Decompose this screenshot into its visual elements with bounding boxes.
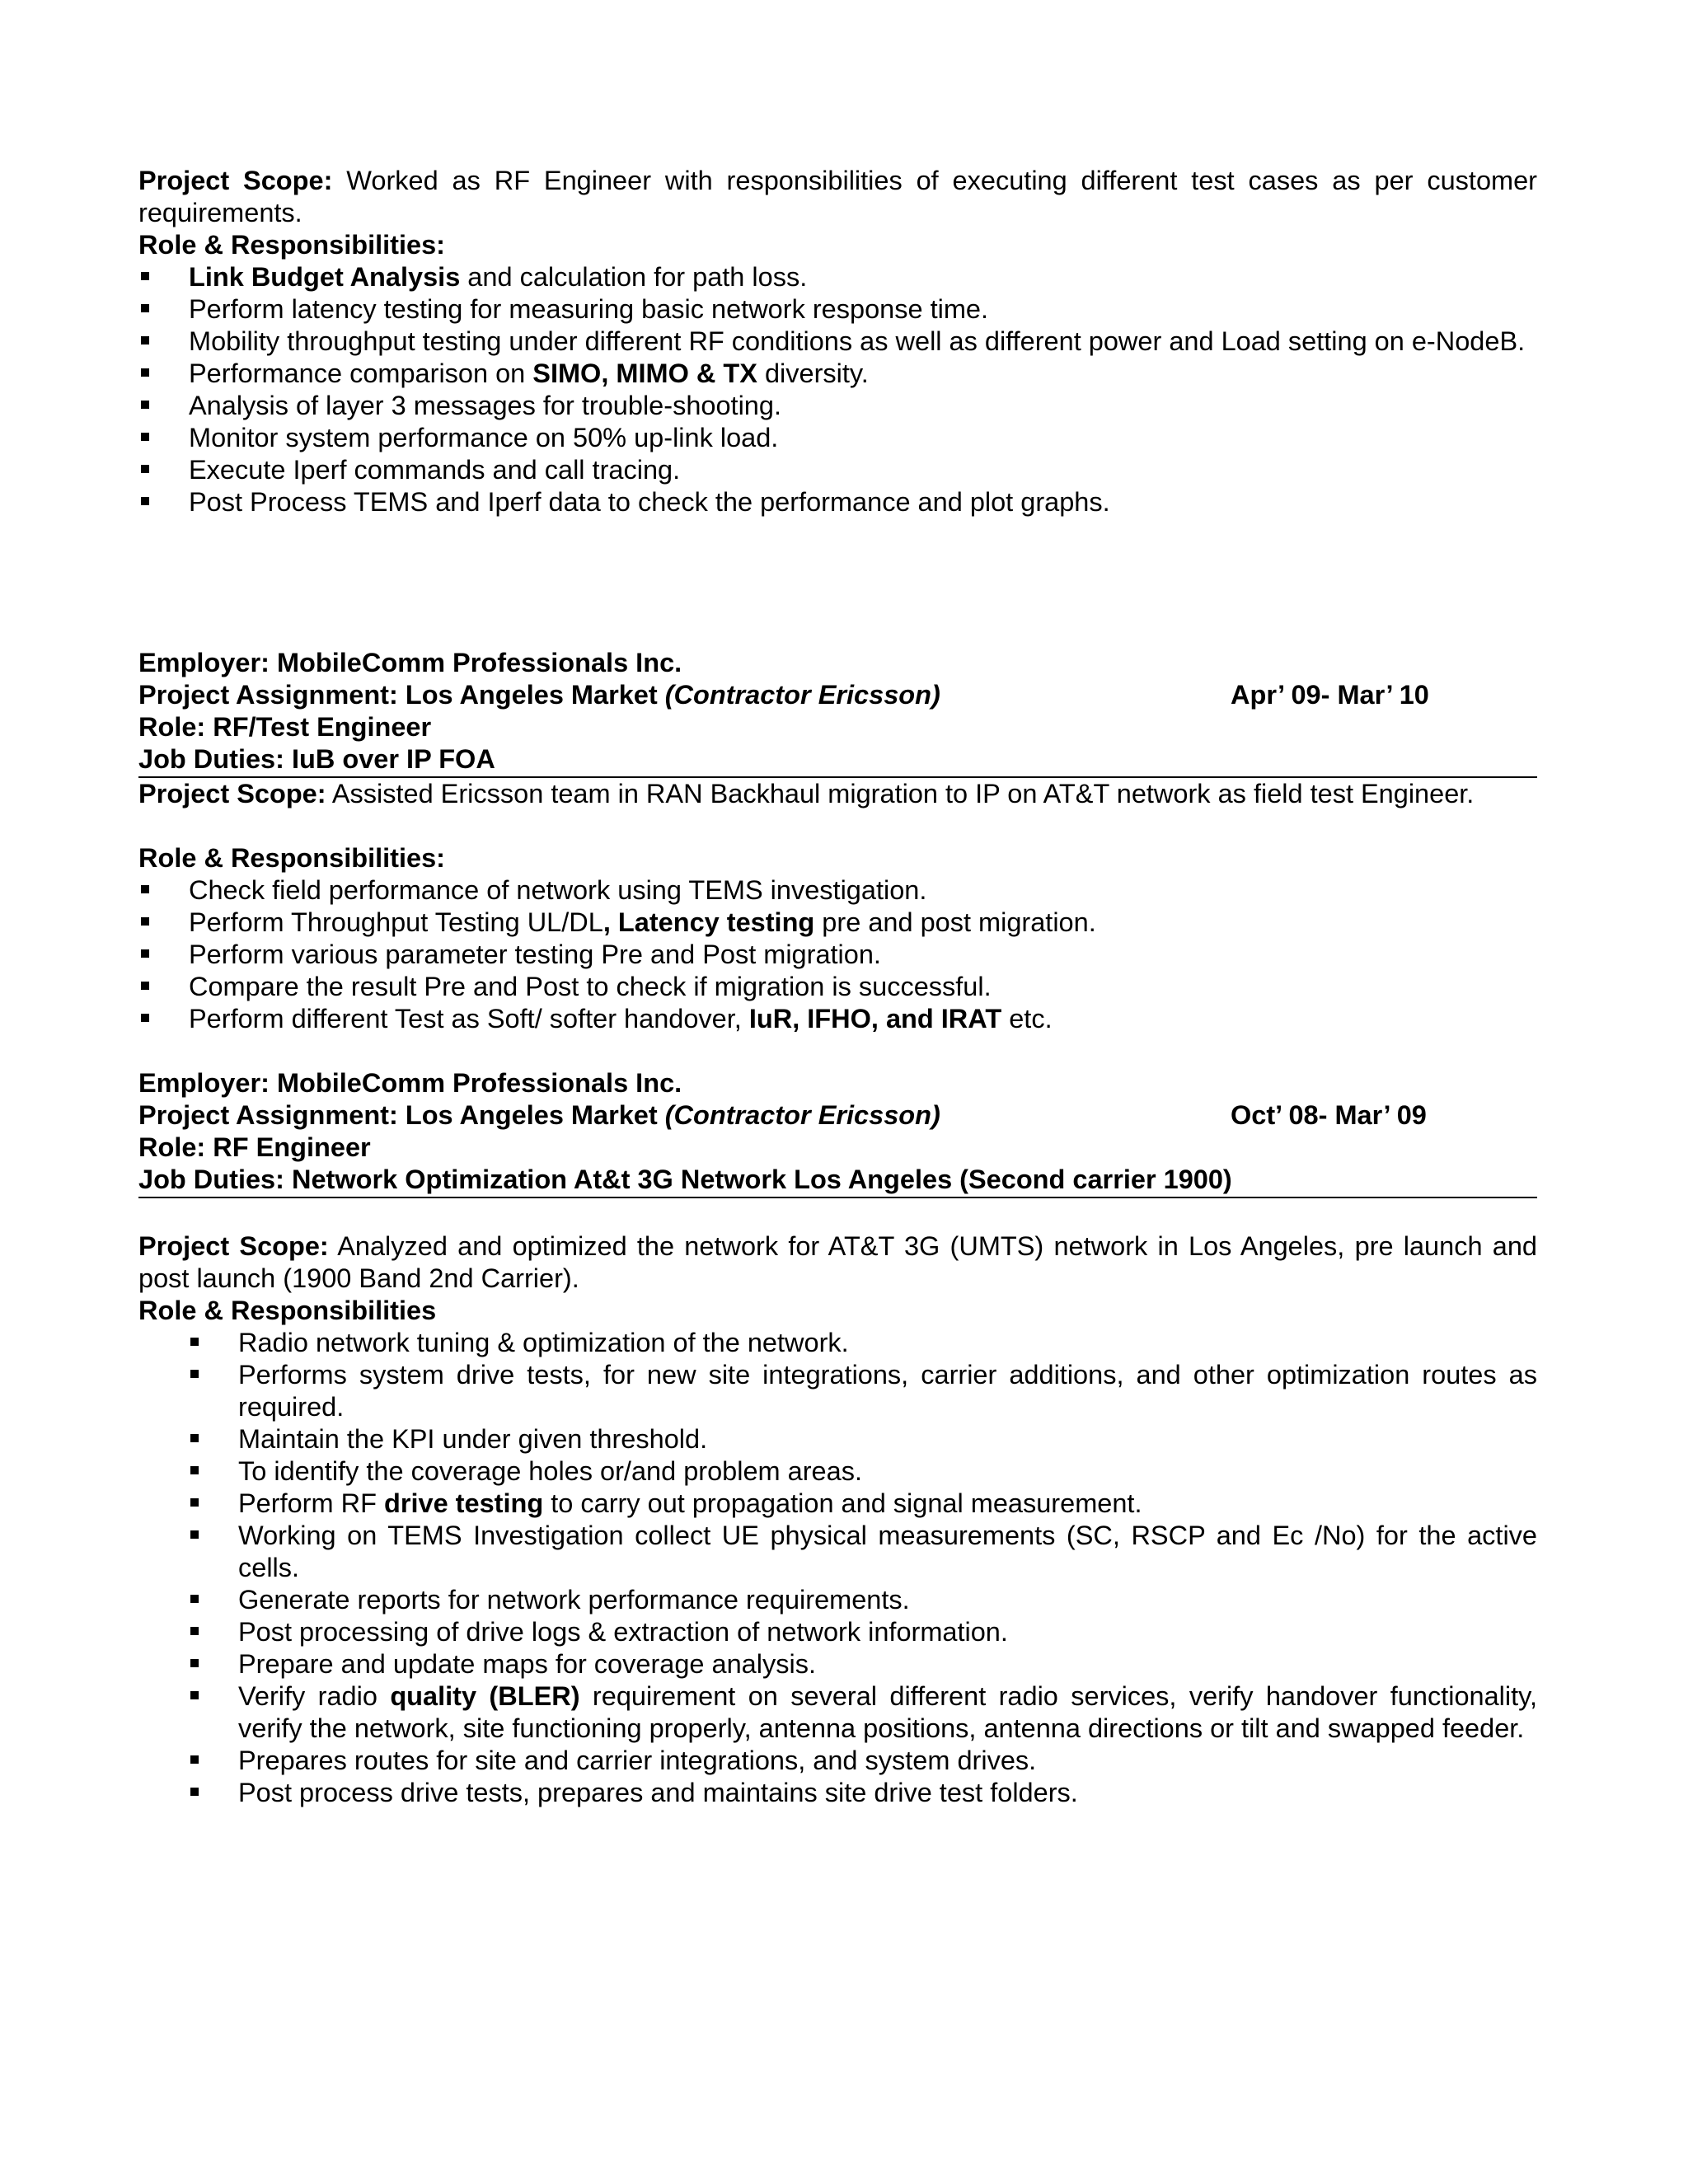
list-item: Working on TEMS Investigation collect UE physical measurements (SC, RSCP and Ec /No) for the active cells.: [138, 1520, 1537, 1584]
roles-heading-3: Role & Responsibilities: [138, 1296, 437, 1325]
project-scope-1: [138, 165, 1537, 229]
project-scope-text: Worked as RF Engineer with responsibilities of executing different test cases as per customer requirements.: [138, 166, 1537, 227]
project-scope-3: Project Scope: Analyzed and optimized the network for AT&T 3G (UMTS) network in Los Angeles, pre launch and post launch (1900 Band 2nd Carrier).: [138, 1231, 1537, 1293]
responsibilities-list-1: [138, 261, 1537, 518]
list-item: Perform different Test as Soft/ softer handover, IuR, IFHO, and IRAT etc.: [138, 1003, 1537, 1035]
role-line: Role: RF/Test Engineer: [138, 712, 432, 742]
list-item: Generate reports for network performance requirements.: [138, 1584, 1537, 1616]
list-item: Mobility throughput testing under different RF conditions as well as different power and Load setting on e-NodeB.: [138, 326, 1537, 358]
date-range: Apr’ 09- Mar’ 10: [1231, 680, 1429, 710]
list-item: Perform RF drive testing to carry out propagation and signal measurement.: [138, 1488, 1537, 1520]
list-item: Perform latency testing for measuring basic network response time.: [138, 293, 1537, 326]
responsibilities-list-3: [138, 1327, 1537, 1809]
list-item: Compare the result Pre and Post to check if migration is successful.: [138, 971, 1537, 1003]
list-item: Post processing of drive logs & extraction of network information.: [138, 1616, 1537, 1648]
list-item: Verify radio quality (BLER) requirement on several different radio services, verify handover functionality, verify the network, site functioning properly, antenna positions, antenna directions or tilt and swapped feeder.: [138, 1680, 1537, 1745]
assignment-text: Project Assignment: Los Angeles Market: [138, 1100, 665, 1130]
employer-line: Employer: MobileComm Professionals Inc.: [138, 648, 682, 677]
job-duties-line: Job Duties: IuB over IP FOA: [138, 743, 1537, 778]
resume-page: [138, 165, 1537, 1809]
list-item: Perform Throughput Testing UL/DL, Latency testing pre and post migration.: [138, 907, 1537, 939]
list-item: Post process drive tests, prepares and maintains site drive test folders.: [138, 1777, 1537, 1809]
list-item: Execute Iperf commands and call tracing.: [138, 454, 1537, 486]
list-item: Link Budget Analysis and calculation for path loss.: [138, 261, 1537, 293]
list-item: Prepares routes for site and carrier integrations, and system drives.: [138, 1745, 1537, 1777]
list-item: Analysis of layer 3 messages for trouble-shooting.: [138, 390, 1537, 422]
job-duties-line: Job Duties: Network Optimization At&t 3G Network Los Angeles (Second carrier 1900): [138, 1164, 1537, 1198]
date-range: Oct’ 08- Mar’ 09: [1231, 1100, 1427, 1130]
list-item: Monitor system performance on 50% up-link load.: [138, 422, 1537, 454]
contractor-text: (Contractor Ericsson): [664, 680, 940, 710]
assignment-line: [138, 1099, 1537, 1132]
list-item: To identify the coverage holes or/and problem areas.: [138, 1455, 1537, 1488]
list-item: Perform various parameter testing Pre and Post migration.: [138, 939, 1537, 971]
list-item: Radio network tuning & optimization of the network.: [138, 1327, 1537, 1359]
list-item: Post Process TEMS and Iperf data to check the performance and plot graphs.: [138, 486, 1537, 518]
roles-heading-2: Role & Responsibilities:: [138, 843, 446, 873]
job-header-2: [138, 647, 1537, 778]
employer-line: Employer: MobileComm Professionals Inc.: [138, 1068, 682, 1098]
responsibilities-list-2: [138, 874, 1537, 1035]
project-scope-2: Project Scope: Assisted Ericsson team in RAN Backhaul migration to IP on AT&T network as field test Engineer.: [138, 779, 1475, 808]
list-item: Maintain the KPI under given threshold.: [138, 1423, 1537, 1455]
assignment-line: [138, 679, 1537, 711]
list-item: Performs system drive tests, for new site integrations, carrier additions, and other optimization routes as required.: [138, 1359, 1537, 1423]
role-line: Role: RF Engineer: [138, 1132, 371, 1162]
list-item: Prepare and update maps for coverage analysis.: [138, 1648, 1537, 1680]
list-item: Check field performance of network using TEMS investigation.: [138, 874, 1537, 907]
job-header-3: [138, 1067, 1537, 1198]
roles-heading-1: Role & Responsibilities:: [138, 230, 446, 260]
project-scope-label: Project Scope:: [138, 166, 333, 195]
contractor-text: (Contractor Ericsson): [664, 1100, 940, 1130]
assignment-text: Project Assignment: Los Angeles Market: [138, 680, 665, 710]
list-item: Performance comparison on SIMO, MIMO & TX diversity.: [138, 358, 1537, 390]
